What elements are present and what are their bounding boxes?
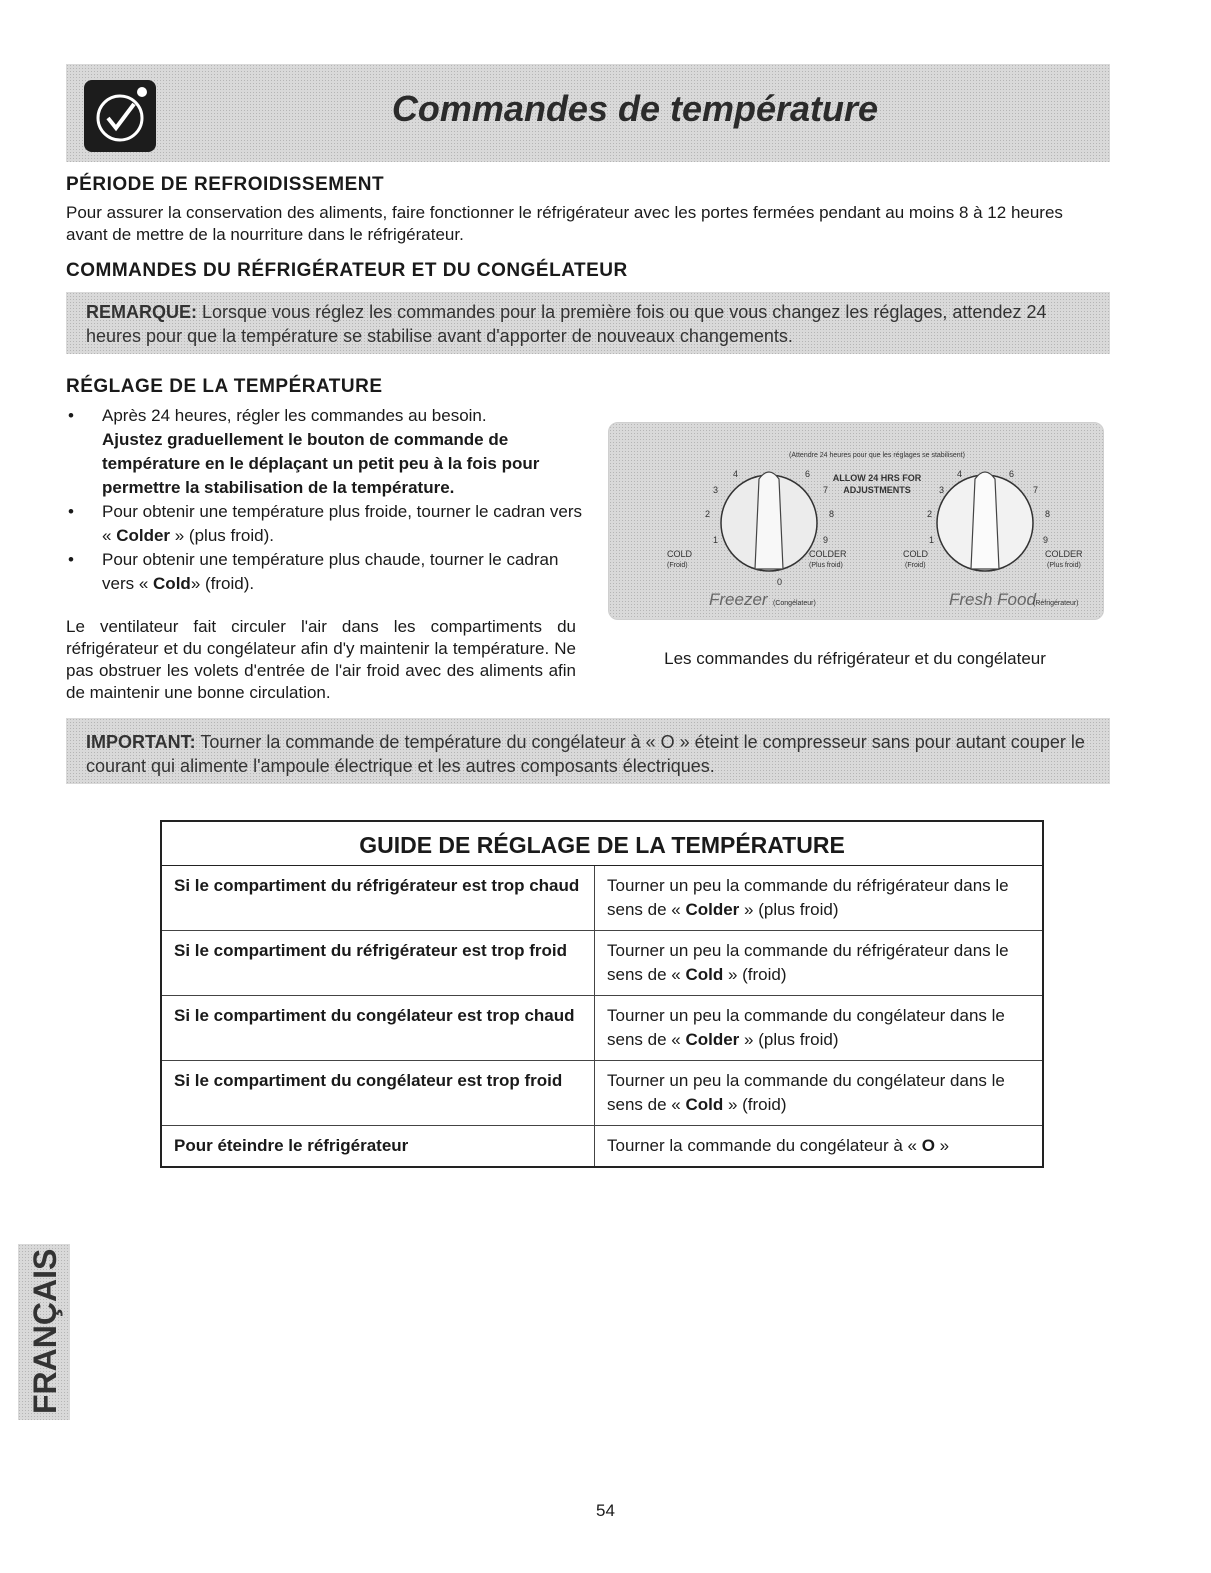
action-text: » bbox=[934, 1136, 950, 1155]
dial-number: 6 bbox=[1009, 469, 1015, 479]
dial-number: 6 bbox=[805, 469, 811, 479]
freezer-label-fr: (Congélateur) bbox=[773, 600, 816, 607]
section-heading-periode: PÉRIODE DE REFROIDISSEMENT bbox=[66, 174, 385, 195]
table-row bbox=[161, 1126, 1043, 1168]
colder-label-fr: (Plus froid) bbox=[809, 562, 843, 569]
colder-label: COLDER bbox=[1045, 549, 1083, 559]
table-row bbox=[161, 931, 1043, 996]
action-text: Tourner un peu la commande du congélateur dans le sens de « bbox=[607, 1071, 1005, 1114]
bullet-bold-text: Cold bbox=[153, 574, 191, 593]
important-text bbox=[86, 730, 1096, 778]
language-tab bbox=[18, 1244, 70, 1420]
action-cell bbox=[595, 996, 1044, 1061]
action-cell bbox=[595, 1126, 1044, 1168]
bullet-text: » (froid). bbox=[190, 574, 255, 593]
list-item bbox=[66, 548, 586, 596]
bullet-text: Après 24 heures, régler les commandes au besoin. bbox=[102, 406, 487, 425]
periode-text: Pour assurer la conservation des aliments, faire fonctionner le réfrigérateur avec les portes fermées pendant au moins 8 à 12 heures avant de mettre de la nourriture dans le réfrigérateur. bbox=[66, 203, 1063, 244]
section-heading-reglage: RÉGLAGE DE LA TEMPÉRATURE bbox=[66, 376, 383, 397]
condition-cell: Si le compartiment du congélateur est trop froid bbox=[161, 1061, 595, 1126]
condition-cell: Si le compartiment du réfrigérateur est trop froid bbox=[161, 931, 595, 996]
dial-number: 8 bbox=[1045, 509, 1051, 519]
thermostat-check-icon bbox=[84, 80, 156, 152]
action-text: » (plus froid) bbox=[739, 1030, 839, 1049]
bullet-text: » (plus froid). bbox=[170, 526, 274, 545]
dial-number: 3 bbox=[939, 485, 945, 495]
list-item bbox=[66, 404, 586, 500]
dial-number: 1 bbox=[929, 535, 935, 545]
fresh-food-dial bbox=[937, 472, 1033, 571]
fresh-food-label-fr: (Réfrigérateur) bbox=[1033, 600, 1079, 607]
action-text: Tourner un peu la commande du réfrigérateur dans le sens de « bbox=[607, 876, 1009, 919]
action-bold-text: Colder bbox=[685, 900, 740, 919]
action-cell bbox=[595, 1061, 1044, 1126]
cold-label: COLD bbox=[903, 549, 929, 559]
action-text: Tourner la commande du congélateur à « bbox=[607, 1136, 922, 1155]
table-row bbox=[161, 1061, 1043, 1126]
dial-number: 8 bbox=[829, 509, 835, 519]
action-text: » (froid) bbox=[723, 1095, 787, 1114]
action-text: » (froid) bbox=[723, 965, 787, 984]
action-text: Tourner un peu la commande du réfrigérateur dans le sens de « bbox=[607, 941, 1009, 984]
action-text: Tourner un peu la commande du congélateur dans le sens de « bbox=[607, 1006, 1005, 1049]
cold-label-fr: (Froid) bbox=[667, 562, 688, 569]
list-item bbox=[66, 500, 586, 548]
reglage-bullets bbox=[66, 404, 586, 596]
note-text bbox=[86, 300, 1096, 348]
dial-off-mark: 0 bbox=[777, 577, 783, 587]
condition-cell: Si le compartiment du congélateur est trop chaud bbox=[161, 996, 595, 1061]
dial-number: 9 bbox=[1043, 535, 1049, 545]
action-bold-text: Cold bbox=[685, 1095, 724, 1114]
dial-number: 4 bbox=[957, 469, 963, 479]
table-row bbox=[161, 996, 1043, 1061]
dial-number: 2 bbox=[927, 509, 933, 519]
freezer-label: Freezer bbox=[709, 590, 768, 609]
center-text-fr: (Attendre 24 heures pour que les réglages se stabilisent) bbox=[789, 452, 965, 459]
freezer-dial bbox=[721, 472, 817, 571]
controls-diagram bbox=[608, 422, 1104, 620]
colder-label: COLDER bbox=[809, 549, 847, 559]
cold-label-fr: (Froid) bbox=[905, 562, 926, 569]
center-text-en-1: ALLOW 24 HRS FOR bbox=[832, 473, 922, 483]
dial-number: 1 bbox=[713, 535, 719, 545]
colder-label-fr: (Plus froid) bbox=[1047, 562, 1081, 569]
action-cell bbox=[595, 866, 1044, 931]
note-body: Lorsque vous réglez les commandes pour la première fois ou que vous changez les réglages, attendez 24 heures pour que la température se stabilise avant d'apporter de nouveaux changements. bbox=[86, 302, 1047, 346]
page-title: Commandes de température bbox=[391, 88, 879, 129]
action-bold-text: O bbox=[921, 1136, 935, 1155]
bullet-bold-text: Ajustez graduellement le bouton de commande de température en le déplaçant un petit peu à la fois pour permettre la stabilisation de la température. bbox=[102, 430, 540, 497]
dial-number: 7 bbox=[1033, 485, 1039, 495]
action-bold-text: Colder bbox=[685, 1030, 740, 1049]
bullet-text: Pour obtenir une température plus froide, tourner le cadran vers « bbox=[102, 502, 583, 545]
dial-number: 7 bbox=[823, 485, 829, 495]
condition-cell: Si le compartiment du réfrigérateur est trop chaud bbox=[161, 866, 595, 931]
diagram-caption: Les commandes du réfrigérateur et du congélateur bbox=[664, 649, 1046, 668]
ventilateur-text: Le ventilateur fait circuler l'air dans les compartiments du réfrigérateur et du congélateur afin d'y maintenir la température. Ne pas obstruer les volets d'entrée de l'air froid avec des aliments afin de maintenir une bonne circulation. bbox=[66, 617, 576, 702]
dial-number: 4 bbox=[733, 469, 739, 479]
action-cell bbox=[595, 931, 1044, 996]
important-label: IMPORTANT: bbox=[86, 732, 196, 752]
language-label: FRANÇAIS bbox=[27, 1248, 63, 1414]
action-bold-text: Cold bbox=[685, 965, 724, 984]
table-row bbox=[161, 866, 1043, 931]
page-number: 54 bbox=[596, 1501, 615, 1520]
fresh-food-label: Fresh Food bbox=[949, 590, 1036, 609]
table-title: GUIDE DE RÉGLAGE DE LA TEMPÉRATURE bbox=[161, 821, 1043, 866]
cold-label: COLD bbox=[667, 549, 693, 559]
temperature-guide-table bbox=[160, 820, 1044, 1168]
dial-number: 3 bbox=[713, 485, 719, 495]
condition-cell: Pour éteindre le réfrigérateur bbox=[161, 1126, 595, 1168]
dial-number: 2 bbox=[705, 509, 711, 519]
section-heading-commandes: COMMANDES DU RÉFRIGÉRATEUR ET DU CONGÉLATEUR bbox=[66, 260, 628, 281]
bullet-bold-text: Colder bbox=[116, 526, 171, 545]
bullet-text: Pour obtenir une température plus chaude, tourner le cadran vers « bbox=[102, 550, 559, 593]
note-label: REMARQUE: bbox=[86, 302, 197, 322]
important-body: Tourner la commande de température du congélateur à « O » éteint le compresseur sans pour autant couper le courant qui alimente l'ampoule électrique et les autres composants électriques. bbox=[86, 732, 1085, 776]
center-text-en-2: ADJUSTMENTS bbox=[843, 485, 911, 495]
action-text: » (plus froid) bbox=[739, 900, 839, 919]
dial-number: 9 bbox=[823, 535, 829, 545]
